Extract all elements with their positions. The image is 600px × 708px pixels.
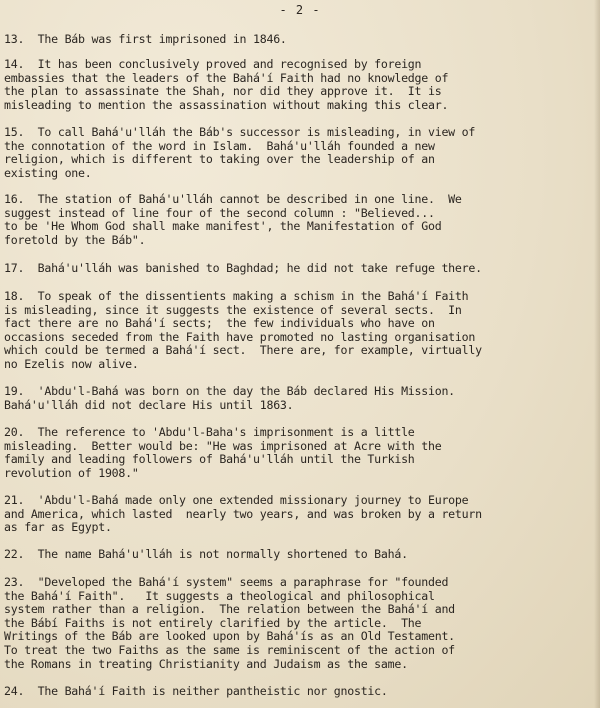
paragraph-line: and America, which lasted nearly two years, and was broken by a return bbox=[4, 506, 482, 521]
paragraph-15 bbox=[4, 126, 598, 180]
paragraph-line: 15. To call Bahá'u'lláh the Báb's successor is misleading, in view of bbox=[4, 125, 476, 139]
paragraph-18 bbox=[4, 290, 598, 372]
paragraph-14 bbox=[4, 58, 598, 112]
page-number-header: - 2 - bbox=[279, 3, 321, 17]
paragraph-line: 20. The reference to 'Abdu'l-Baha's imprisonment is a little bbox=[4, 425, 415, 439]
paragraph-22 bbox=[4, 548, 598, 562]
paragraph-line: To treat the two Faiths as the same is reminiscent of the action of bbox=[4, 642, 455, 657]
paragraph-line: the plan to assassinate the Shah, nor did they approve it. It is bbox=[4, 84, 442, 99]
paragraph-16 bbox=[4, 193, 598, 247]
paragraph-line: 17. Bahá'u'lláh was banished to Baghdad; he did not take refuge there. bbox=[4, 261, 482, 275]
paragraph-line: 19. 'Abdu'l-Bahá was born on the day the Báb declared His Mission. bbox=[4, 384, 455, 398]
paragraph-21 bbox=[4, 494, 598, 535]
paragraph-line: family and leading followers of Bahá'u'lláh until the Turkish bbox=[4, 452, 415, 467]
paragraph-line: the connotation of the word in Islam. Bahá'u'lláh founded a new bbox=[4, 138, 435, 153]
paragraph-19 bbox=[4, 385, 598, 412]
paragraph-line: system rather than a religion. The relation between the Bahá'í and bbox=[4, 602, 455, 617]
paragraph-line: 21. 'Abdu'l-Bahá made only one extended missionary journey to Europe bbox=[4, 493, 469, 507]
paragraph-line: misleading to mention the assassination without making this clear. bbox=[4, 97, 449, 112]
paragraph-line: occasions seceded from the Faith have promoted no lasting organisation bbox=[4, 329, 476, 344]
paragraph-line: 18. To speak of the dissentients making a schism in the Bahá'í Faith bbox=[4, 289, 469, 303]
paragraph-line: 24. The Bahá'í Faith is neither pantheistic nor gnostic. bbox=[4, 684, 388, 698]
paragraph-line: religion, which is different to taking over the leadership of an bbox=[4, 152, 435, 167]
paragraph-13 bbox=[4, 33, 598, 47]
paragraph-line: the Bábí Faiths is not entirely clarified by the article. The bbox=[4, 615, 422, 630]
page-edge-shadow bbox=[594, 0, 600, 708]
paragraph-17 bbox=[4, 262, 598, 276]
paragraph-line: no Ezelis now alive. bbox=[4, 356, 139, 371]
paragraph-line: 23. "Developed the Bahá'í system" seems a paraphrase for "founded bbox=[4, 575, 449, 589]
paragraph-line: the Romans in treating Christianity and Judaism as the same. bbox=[4, 656, 408, 671]
paragraph-line: Bahá'u'lláh did not declare His until 1863. bbox=[4, 397, 294, 412]
paragraph-line: Writings of the Báb are looked upon by Bahá'ís as an Old Testament. bbox=[4, 629, 455, 644]
paragraph-line: foretold by the Báb". bbox=[4, 232, 146, 247]
paragraph-line: fact there are no Bahá'í sects; the few individuals who have on bbox=[4, 316, 435, 331]
paragraph-line: existing one. bbox=[4, 165, 92, 180]
paragraph-line: 16. The station of Bahá'u'lláh cannot be described in one line. We bbox=[4, 192, 462, 206]
paragraph-line: which could be termed a Bahá'í sect. There are, for example, virtually bbox=[4, 343, 482, 358]
paragraph-line: the Bahá'í Faith". It suggests a theological and philosophical bbox=[4, 588, 435, 603]
paragraph-line: 13. The Báb was first imprisoned in 1846. bbox=[4, 32, 287, 46]
paragraph-line: misleading. Better would be: "He was imprisoned at Acre with the bbox=[4, 438, 442, 453]
paragraph-line: 14. It has been conclusively proved and recognised by foreign bbox=[4, 57, 422, 71]
paragraph-line: as far as Egypt. bbox=[4, 520, 112, 535]
paragraph-23 bbox=[4, 576, 598, 671]
paragraph-24 bbox=[4, 685, 598, 699]
paragraph-line: is misleading, since it suggests the existence of several sects. In bbox=[4, 302, 462, 317]
paragraph-line: embassies that the leaders of the Bahá'í Faith had no knowledge of bbox=[4, 70, 449, 85]
paragraph-line: to be 'He Whom God shall make manifest', the Manifestation of God bbox=[4, 219, 442, 234]
paragraph-line: 22. The name Bahá'u'lláh is not normally shortened to Bahá. bbox=[4, 547, 408, 561]
paragraph-line: revolution of 1908." bbox=[4, 465, 139, 480]
paragraph-line: suggest instead of line four of the second column : "Believed... bbox=[4, 205, 435, 220]
paragraph-20 bbox=[4, 426, 598, 480]
